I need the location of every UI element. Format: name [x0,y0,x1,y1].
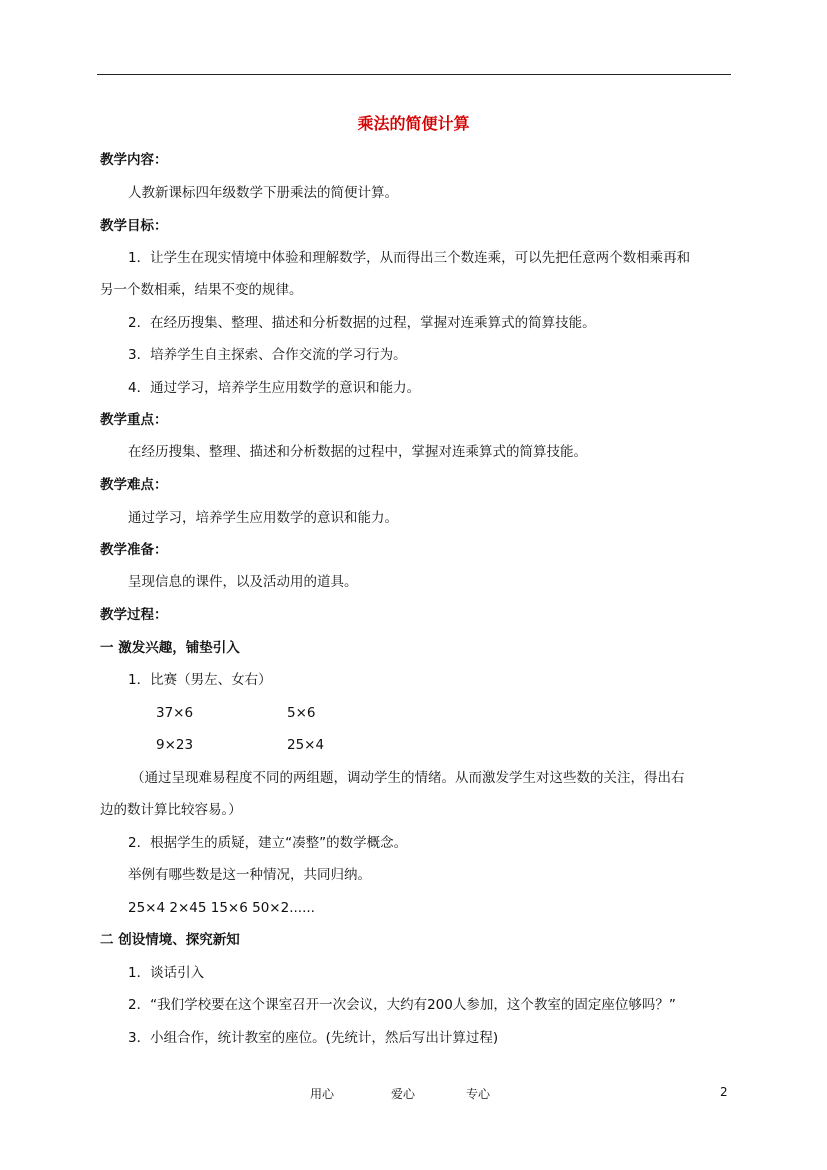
part1-note-line-1: （通过呈现难易程度不同的两组题，调动学生的情绪。从而激发学生对这些数的关注，得出右 [131,770,685,786]
exercise-a1: 37×6 [156,705,194,721]
goal-3: 3．培养学生自主探索、合作交流的学习行为。 [128,347,407,363]
heading-content: 教学内容： [100,152,168,168]
part2-item-1: 1．谈话引入 [128,965,205,981]
exercise-b2: 25×4 [287,737,325,753]
goal-1-line-2: 另一个数相乘，结果不变的规律。 [100,282,303,298]
footer-word-2: 爱心 [391,1087,416,1101]
page-number: 2 [720,1085,728,1099]
part2-item-3: 3．小组合作，统计教室的座位。(先统计，然后写出计算过程) [128,1030,499,1046]
footer-word-3: 专心 [466,1087,491,1101]
exercise-a2: 9×23 [156,737,194,753]
heading-process: 教学过程： [100,607,168,623]
exercise-b1: 5×6 [287,705,316,721]
part1-note-line-2: 边的数计算比较容易。） [100,802,242,818]
preparation-text: 呈现信息的课件，以及活动用的道具。 [128,574,358,590]
header-rule [97,74,731,75]
key-points-text: 在经历搜集、整理、描述和分析数据的过程中，掌握对连乘算式的简算技能。 [128,444,587,460]
document-title: 乘法的简便计算 [357,114,470,133]
goal-1-line-1: 1．让学生在现实情境中体验和理解数学，从而得出三个数连乘，可以先把任意两个数相乘再和 [128,250,691,266]
part1-examples: 25×4 2×45 15×6 50×2...... [128,900,315,916]
heading-preparation: 教学准备： [100,542,168,558]
part1-heading: 一 激发兴趣，铺垫引入 [100,640,240,656]
part2-heading: 二 创设情境、探究新知 [100,932,240,948]
part1-item-2-text: 举例有哪些数是这一种情况，共同归纳。 [128,867,371,883]
heading-goals: 教学目标： [100,218,168,234]
heading-difficulties: 教学难点： [100,477,168,493]
footer-word-1: 用心 [310,1087,335,1101]
part2-item-2: 2．“我们学校要在这个课室召开一次会议，大约有200人参加，这个教室的固定座位够吗？” [128,997,676,1013]
part1-item-1: 1．比赛（男左、女右） [128,672,272,688]
heading-key-points: 教学重点： [100,412,168,428]
goal-4: 4．通过学习，培养学生应用数学的意识和能力。 [128,380,421,396]
difficulties-text: 通过学习，培养学生应用数学的意识和能力。 [128,510,398,526]
part1-item-2: 2．根据学生的质疑，建立“凑整”的数学概念。 [128,835,408,851]
goal-2: 2．在经历搜集、整理、描述和分析数据的过程，掌握对连乘算式的简算技能。 [128,315,596,331]
content-text: 人教新课标四年级数学下册乘法的简便计算。 [128,185,398,201]
